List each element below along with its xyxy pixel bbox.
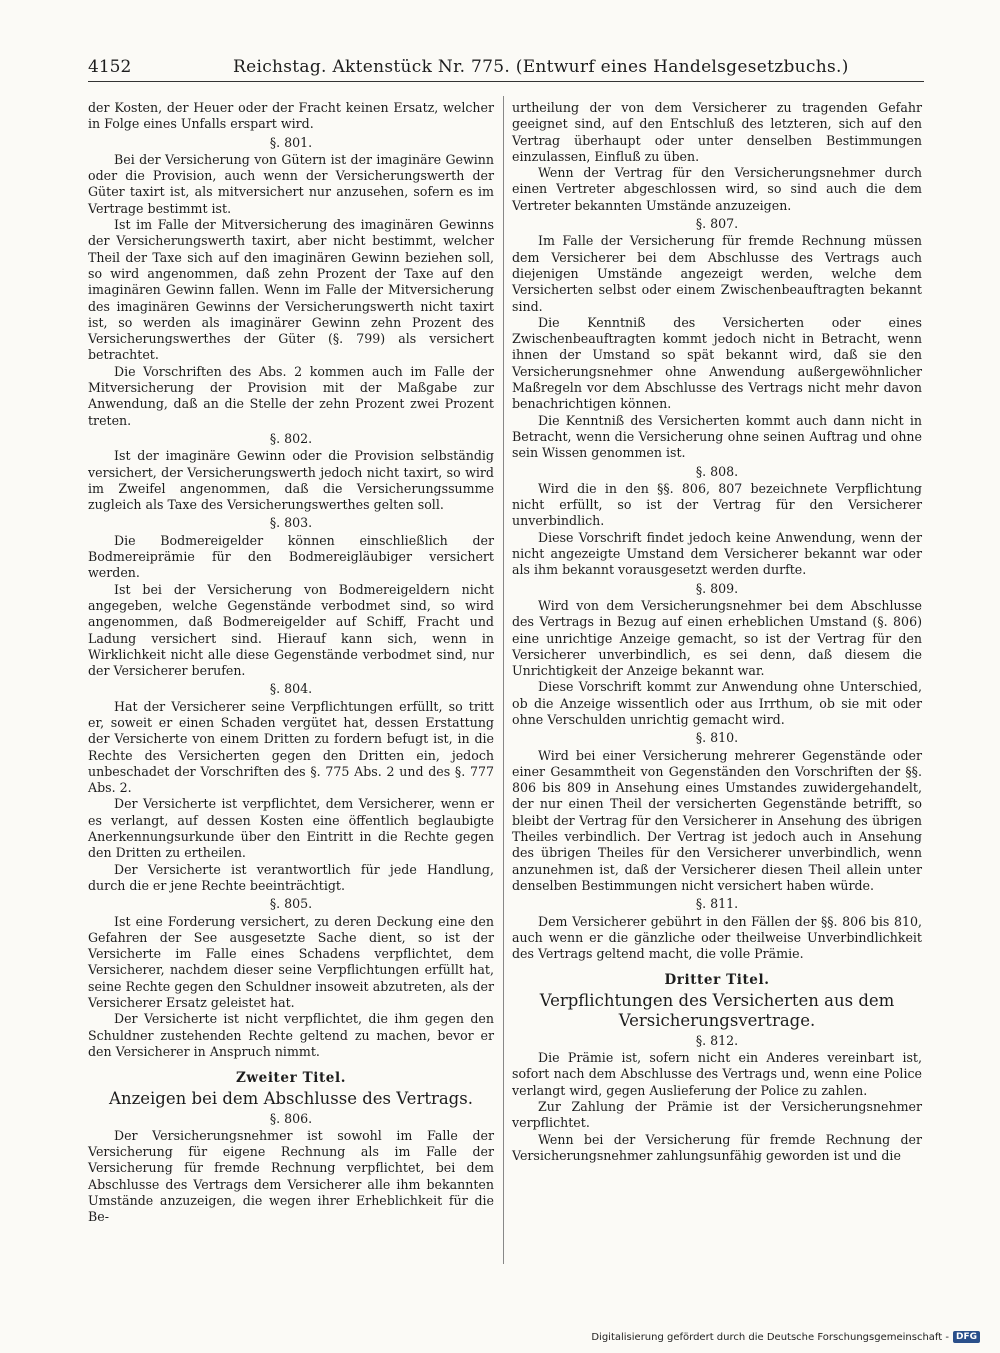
paragraph: Die Kenntniß des Versicherten kommt auch dann nicht in Betracht, wenn die Versicherung ohne seinen Auftrag und ohne sein Wissen genommen ist.: [512, 412, 922, 461]
paragraph: Im Falle der Versicherung für fremde Rechnung müssen dem Versicherer bei dem Abschlusse des Vertrags auch diejenigen Umstände angezeigt werden, welche dem Versicherten selbst oder einem Zwischenbeauftragten bekannt sind.: [512, 233, 922, 314]
right-column: [512, 100, 922, 1164]
section-number-808: §. 808.: [695, 463, 739, 479]
section-number-811: §. 811.: [695, 896, 739, 912]
paragraph: Die Prämie ist, sofern nicht ein Anderes vereinbart ist, sofort nach dem Abschlusse des Vertrags und, wenn eine Police verlangt wird, gegen Auslieferung der Police zu zahlen.: [512, 1050, 922, 1098]
paragraph: Ist bei der Versicherung von Bodmereigeldern nicht angegeben, welche Gegenstände verbodmet sind, so wird angenommen, daß Bodmereigelder auf Schiff, Fracht und Ladung versichert sind. Hierauf kann sich, wenn in Wirklichkeit nicht alle diese Gegenstände verbodmet sind, nur der Versicherer berufen.: [88, 581, 494, 679]
paragraph: Diese Vorschrift findet jedoch keine Anwendung, wenn der nicht angezeigte Umstand dem Versicherer bekannt war oder als ihm bekannt vorausgesetzt werden durfte.: [512, 529, 922, 578]
paragraph: Wird bei einer Versicherung mehrerer Gegenstände oder einer Gesammtheit von Gegenständen den Vorschriften der §§. 806 bis 809 in Ansehung eines Umstandes zuwidergehandelt, der nur einen Theil der versicherten Gegenstände betrifft, so bleibt der Vertrag für den Versicherer in Ansehung des übrigen Theiles verbindlich. Der Vertrag ist jedoch auch in Ansehung des übrigen Theiles für den Versicherer unverbindlich, wenn anzunehmen ist, daß der Versicherer diesen Theil allein unter denselben Bestimmungen nicht versichert haben würde.: [512, 747, 922, 893]
paragraph: Bei der Versicherung von Gütern ist der imaginäre Gewinn oder die Provision, auch wenn der Versicherungswerth der Güter taxirt ist, als mitversichert nur anzusehen, sofern es im Vertrage bestimmt ist.: [88, 151, 494, 216]
paragraph: Ist eine Forderung versichert, zu deren Deckung eine den Gefahren der See ausgesetzte Sache dient, so ist der Versicherte im Falle eines Schadens verpflichtet, dem Versicherer, nachdem dieser seine Verpflichtungen erfüllt hat, seine Rechte gegen den Schuldner insoweit abzutreten, als der Versicherer Ersatz geleistet hat.: [88, 913, 494, 1011]
paragraph: urtheilung der von dem Versicherer zu tragenden Gefahr geeignet sind, auf den Entschluß des letzteren, sich auf den Vertrag überhaupt oder unter denselben Bestimmungen einzulassen, Einfluß zu üben.: [512, 100, 922, 164]
paragraph: der Kosten, der Heuer oder der Fracht keinen Ersatz, welcher in Folge eines Unfalls erspart wird.: [88, 100, 494, 132]
section-number-810: §. 810.: [695, 730, 739, 746]
column-divider: [503, 96, 504, 1264]
section-number-812: §. 812.: [695, 1032, 739, 1048]
section-number-807: §. 807.: [695, 216, 739, 232]
paragraph: Zur Zahlung der Prämie ist der Versicherungsnehmer verpflichtet.: [512, 1098, 922, 1131]
paragraph: Ist der imaginäre Gewinn oder die Provision selbständig versichert, der Versicherungswerth jedoch nicht taxirt, so wird im Zweifel angenommen, daß die Versicherungssumme zugleich als Taxe des Versicherungswerthes gelten soll.: [88, 448, 494, 513]
section-number-809: §. 809.: [695, 580, 739, 596]
paragraph: Diese Vorschrift kommt zur Anwendung ohne Unterschied, ob die Anzeige wissentlich oder aus Irrthum, ob sie mit oder ohne Verschulden unrichtig gemacht wird.: [512, 679, 922, 727]
paragraph: Wird von dem Versicherungsnehmer bei dem Abschlusse des Vertrags in Bezug auf einen erheblichen Umstand (§. 806) eine unrichtige Anzeige gemacht, so ist der Vertrag für den Versicherer unverbindlich, es sei denn, daß diesem die Unrichtigkeit der Anzeige bekannt war.: [512, 597, 922, 679]
page-header: [88, 54, 924, 80]
paragraph: Wird die in den §§. 806, 807 bezeichnete Verpflichtung nicht erfüllt, so ist der Vertrag für den Versicherer unverbindlich.: [512, 480, 922, 529]
dfg-logo: DFG: [953, 1331, 980, 1343]
section-number-803: §. 803.: [269, 515, 313, 531]
section-number-801: §. 801.: [269, 134, 313, 150]
title-label-dritter: Dritter Titel.: [664, 972, 770, 989]
title-heading-anzeigen: Anzeigen bei dem Abschlusse des Vertrags.: [109, 1088, 473, 1108]
running-head: Reichstag. Aktenstück Nr. 775. (Entwurf eines Handelsgesetzbuchs.): [233, 57, 849, 77]
paragraph: Ist im Falle der Mitversicherung des imaginären Gewinns der Versicherungswerth taxirt, aber nicht bestimmt, welcher Theil der Taxe sich auf den imaginären Gewinn beziehen soll, so wird angenommen, daß zehn Prozent der Taxe auf den imaginären Gewinn fallen. Wenn im Falle der Mitversicherung des imaginären Gewinns der Versicherungswerth nicht taxirt ist, so werden als imaginärer Gewinn zehn Prozent des Versicherungswerthes der Güter (§. 799) als versichert betrachtet.: [88, 217, 494, 363]
left-column: [88, 100, 494, 1226]
paragraph: Der Versicherte ist verpflichtet, dem Versicherer, wenn er es verlangt, auf dessen Kosten eine öffentlich beglaubigte Anerkennungsurkunde über den Eintritt in die Rechte gegen den Dritten zu ertheilen.: [88, 796, 494, 861]
section-number-806: §. 806.: [269, 1110, 313, 1126]
paragraph: Die Kenntniß des Versicherten oder eines Zwischenbeauftragten kommt jedoch nicht in Betracht, wenn ihnen der Umstand so spät bekannt wird, daß sie den Versicherungsnehmer ohne Anwendung außergewöhnlicher Maßregeln vor dem Abschlusse des Vertrags nicht mehr davon benachrichtigen können.: [512, 314, 922, 412]
paragraph: Wenn der Vertrag für den Versicherungsnehmer durch einen Vertreter abgeschlossen wird, so sind auch die dem Vertreter bekannten Umstände anzuzeigen.: [512, 165, 922, 213]
section-number-805: §. 805.: [269, 896, 313, 912]
paragraph: Der Versicherte ist verantwortlich für jede Handlung, durch die er jene Rechte beeinträchtigt.: [88, 861, 494, 893]
paragraph: Wenn bei der Versicherung für fremde Rechnung der Versicherungsnehmer zahlungsunfähig geworden ist und die: [512, 1131, 922, 1163]
title-label-zweiter: Zweiter Titel.: [235, 1070, 347, 1087]
digitization-footer: [591, 1331, 980, 1343]
header-rule: [88, 81, 924, 82]
footer-text: Digitalisierung gefördert durch die Deutsche Forschungsgemeinschaft -: [591, 1331, 949, 1343]
paragraph: Der Versicherungsnehmer ist sowohl im Falle der Versicherung für eigene Rechnung als im Falle der Versicherung für fremde Rechnung verpflichtet, bei dem Abschlusse des Vertrags dem Versicherer alle ihm bekannten Umstände anzuzeigen, die wegen ihrer Erheblichkeit für die Be-: [88, 1127, 494, 1225]
page-number: 4152: [88, 57, 132, 77]
section-number-802: §. 802.: [269, 430, 313, 446]
paragraph: Die Bodmereigelder können einschließlich der Bodmereiprämie für den Bodmereigläubiger versichert werden.: [88, 532, 494, 581]
section-number-804: §. 804.: [269, 681, 313, 697]
paragraph: Hat der Versicherer seine Verpflichtungen erfüllt, so tritt er, soweit er einen Schaden vergütet hat, dessen Erstattung der Versicherte von einem Dritten zu fordern befugt ist, in die Rechte des Versicherten gegen den Dritten ein, jedoch unbeschadet der Vorschriften des §. 775 Abs. 2 und des §. 777 Abs. 2.: [88, 698, 494, 796]
paragraph: Der Versicherte ist nicht verpflichtet, die ihm gegen den Schuldner zustehenden Rechte geltend zu machen, bevor er den Versicherer in Anspruch nimmt.: [88, 1011, 494, 1059]
paragraph: Die Vorschriften des Abs. 2 kommen auch im Falle der Mitversicherung der Provision mit der Maßgabe zur Anwendung, daß an die Stelle der zehn Prozent zwei Prozent treten.: [88, 363, 494, 428]
paragraph: Dem Versicherer gebührt in den Fällen der §§. 806 bis 810, auch wenn er die gänzliche oder theilweise Unverbindlichkeit des Vertrags geltend macht, die volle Prämie.: [512, 913, 922, 962]
title-heading-verpflichtungen: Verpflichtungen des Versicherten aus dem Versicherungsvertrage.: [539, 990, 895, 1030]
